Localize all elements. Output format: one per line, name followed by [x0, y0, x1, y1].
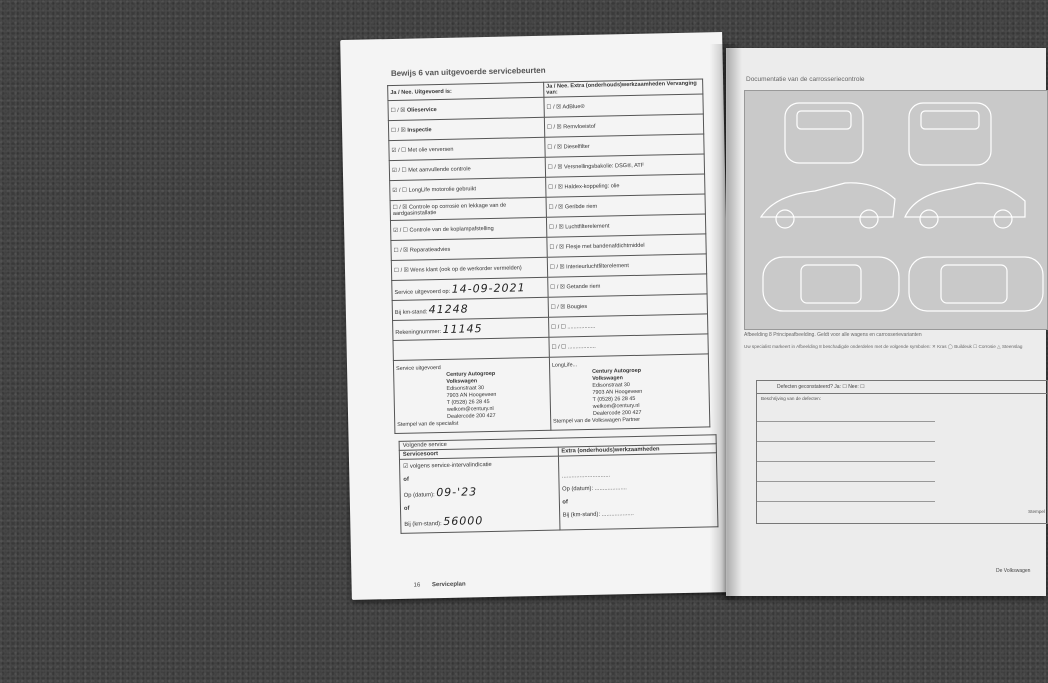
table-row: Bij km-stand: 41248 ☐ / ☒ Bougies — [392, 294, 707, 321]
table-row: ☑ / ☐ Met aanvullende controle ☐ / ☒ Versnellingsbakolie: DSG®, ATF — [389, 154, 704, 181]
defects-question: Defecten geconstateerd? Ja: ☐ Nee: ☐ — [757, 381, 1047, 394]
section-name: Serviceplan — [431, 581, 466, 589]
right-page-footer: De Volkswagen — [996, 568, 1031, 574]
table-row: ☑ / ☐ Controle van de koplampafstelling ☐ / ☒ Luchtfilterelement — [390, 214, 705, 241]
right-page — [726, 48, 1046, 596]
table-row: ☐ / ☒ Reparatieadvies ☐ / ☒ Flesje met bandenafdichtmiddel — [391, 234, 706, 261]
handwritten-next-km: 56000 — [443, 514, 484, 529]
next-service-title: Volgende service — [399, 435, 716, 451]
stamp-right-footer: Stempel van de Volkswagen Partner — [553, 416, 641, 425]
handwritten-km: 41248 — [428, 302, 469, 317]
stamp-label: Stempel — [1028, 509, 1045, 514]
stamp-row: Service uitgevoerd Century Autogroep Volkswagen Edisonstraat 30 7903 AN Hoogeveen T (0528) 26 28 45 welkom@century.nl Dealercode 200 427 Stempel van de specialist LongLife... Century Autogroep Volkswagen Edisonstraat 30 7903 AN Hoogeveen T (0528) 26 28 45 welkom@century.nl Dealercode 200 427 Stempel van de Volkswagen Partner — [393, 354, 709, 434]
defects-box — [756, 380, 1048, 524]
diagram-caption: Afbeelding 8 Principeafbeelding. Geldt voor alle wagens en carrosserievarianten — [744, 332, 922, 338]
handwritten-service-date: 14-09-2021 — [451, 281, 526, 296]
damage-symbols: Uw specialist markeert in Afbeelding 8 beschadigde onderdelen met de volgende symbolen: ✕ Kras ◯ Buildeuk ☐ Corrosie △ Steenslag — [744, 344, 1023, 349]
table-row: Rekeningnummer: 11145 ☐ / ☐ .................. — [393, 314, 708, 341]
right-page-title: Documentatie van de carrosseriecontrole — [746, 76, 865, 83]
handwritten-invoice: 11145 — [442, 322, 483, 336]
page-number: 16 — [413, 582, 421, 589]
table-row: Service uitgevoerd op: 14-09-2021 ☐ / ☒ Getande riem — [392, 274, 707, 301]
table-row: ☐ / ☒ Wens klant (ook op de werkorder vermelden) ☐ / ☒ Interieurluchtfilterelement — [391, 254, 706, 281]
car-diagram — [744, 90, 1048, 330]
table-row: ☐ / ☒ Olieservice ☐ / ☒ AdBlue® — [388, 94, 703, 121]
col-right-header: Ja / Nee. Extra (onderhouds)werkzaamheden Vervanging van: — [543, 79, 702, 97]
defects-description-label: Beschrijving van de defecten: — [761, 396, 822, 401]
table-row: ☐ / ☐ .................. — [393, 334, 708, 361]
page-footer — [414, 582, 466, 589]
table-row: ☐ / ☒ Inspectie ☐ / ☒ Remvloeistof — [388, 114, 703, 141]
col-left-header: Ja / Nee. Uitgevoerd is: — [388, 82, 544, 100]
service-table — [387, 78, 710, 434]
table-row: ☐ / ☒ Controle op corrosie en lekkage van de aardgasinstallatie ☐ / ☒ Geribde riem — [390, 194, 705, 221]
left-page — [340, 32, 734, 600]
service-booklet — [340, 24, 1045, 604]
table-row: ☑ / ☐ Met olie verversen ☐ / ☒ Dieselfilter — [389, 134, 704, 161]
page-title: Bewijs 6 van uitgevoerde servicebeurten — [390, 65, 546, 79]
next-service-table: Volgende service Servicesoort Extra (onderhouds)werkzaamheden ☑ volgens service-intervalindicatie of Op (datum): 09-'23 of Bij (km-stand): 56000 .............................. Op (datum): .................... of Bij (km-stand): .................... — [399, 434, 719, 534]
handwritten-next-date: 09-'23 — [436, 485, 478, 500]
table-row: ☑ / ☐ LongLife motorolie gebruikt ☐ / ☒ Haldex-koppeling: olie — [390, 174, 705, 201]
stamp-left-footer: Stempel van de specialist — [397, 420, 459, 428]
